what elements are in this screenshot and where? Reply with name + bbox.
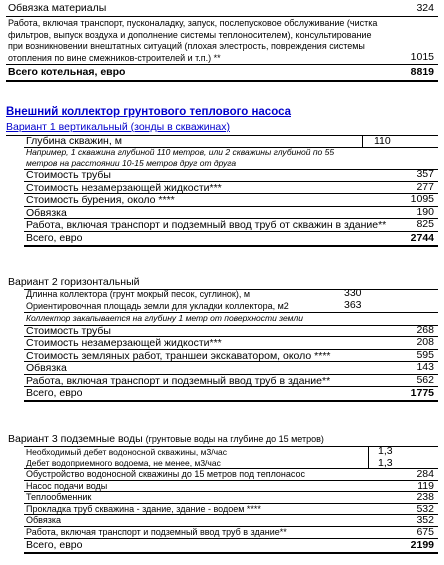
- v1-depth-label: Глубина скважин, м: [26, 135, 122, 147]
- cost-row-label: Стоимость трубы: [26, 325, 111, 337]
- cost-row-label: Работа, включая транспорт и подземный ввод труб от скважин в здание**: [26, 219, 387, 232]
- cost-row-value: 238: [416, 491, 434, 504]
- variant-total-value: 1775: [410, 387, 434, 399]
- cost-row-value: 675: [416, 526, 434, 538]
- divider: [24, 386, 438, 387]
- cost-row-value: 119: [417, 479, 434, 492]
- divider: [6, 64, 438, 65]
- v1-depth-value: 110: [374, 135, 391, 147]
- top-work-value: 1015: [410, 51, 434, 63]
- v3-debit-label: Необходимый дебет водоносной скважины, м3/час: [26, 447, 227, 457]
- column-divider: [362, 136, 363, 147]
- cost-row-value: 1095: [410, 193, 434, 206]
- cost-row-value: 284: [416, 468, 434, 480]
- section-title[interactable]: Внешний коллектор грунтового теплового насоса: [6, 106, 291, 118]
- cost-row-label: Стоимость бурения, около ****: [26, 194, 175, 207]
- cost-row-label: Работа, включая транспорт и подземный ввод труб в здание**: [26, 527, 287, 537]
- variant-total-label: Всего, евро: [26, 538, 83, 551]
- v2-length-value: 330: [344, 287, 362, 299]
- top-total-label: Всего котельная, евро: [8, 66, 126, 78]
- variant3-title-note: (грунтовые воды на глубине до 15 метров): [145, 434, 324, 444]
- divider: [24, 245, 438, 247]
- cost-row-label: Работа, включая транспорт и подземный ввод труб в здание**: [26, 374, 331, 387]
- top-row-value: 324: [416, 2, 434, 14]
- divider: [24, 206, 438, 207]
- cost-row-value: 268: [416, 324, 434, 336]
- variant-total-value: 2199: [410, 538, 434, 551]
- cost-row-value: 595: [416, 348, 434, 361]
- variant-total-value: 2744: [410, 232, 434, 244]
- variant1-title[interactable]: Вариант 1 вертикальный (зонды в скважинах): [6, 121, 230, 133]
- cost-row-value: 532: [416, 502, 434, 515]
- variant-total-label: Всего, евро: [26, 232, 83, 244]
- variant-total-label: Всего, евро: [26, 387, 83, 399]
- v2-area-value: 363: [344, 299, 362, 311]
- cost-row-label: Стоимость незамерзающей жидкости***: [26, 181, 222, 194]
- divider: [24, 538, 438, 539]
- cost-row-label: Стоимость незамерзающей жидкости***: [26, 337, 222, 350]
- cost-row-value: 357: [416, 168, 434, 180]
- v3-reservoir-value: 1,3: [378, 457, 393, 469]
- cost-row-value: 190: [416, 205, 434, 218]
- cost-row-label: Теплообменник: [26, 492, 92, 503]
- cost-row-label: Стоимость трубы: [26, 169, 111, 181]
- divider: [24, 361, 438, 362]
- cost-row-label: Обвязка: [26, 362, 67, 375]
- cost-row-label: Обвязка: [26, 515, 61, 526]
- divider: [24, 552, 438, 554]
- variant2-title: Вариант 2 горизонтальный: [8, 276, 140, 288]
- cost-row-value: 208: [416, 336, 434, 349]
- divider: [6, 80, 438, 82]
- top-work-label: Работа, включая транспорт, пусконаладку, запуск, послепусковое обслуживание (чистка фильтров, выпуск воздуха и дополнение системы теплоносителем), консультирование при возникновении внештатных ситуаций (плохая элестрость, повреждения системы отопления по вине смежников-строителей и т.п.) **: [8, 18, 378, 63]
- v2-length-label: Длинна коллектора (грунт мокрый песок, суглинок), м: [26, 289, 251, 299]
- variant3-title: [8, 433, 324, 445]
- cost-row-value: 143: [416, 361, 434, 374]
- variant3-title-main: Вариант 3 подземные воды: [8, 433, 143, 445]
- cost-row-label: Насос подачи воды: [26, 480, 108, 491]
- cost-row-label: Стоимость земляных работ, траншеи экскаватором, около ****: [26, 349, 331, 362]
- v2-note: Коллектор закапывается на глубину 1 метр от поверхности земли: [26, 313, 304, 323]
- divider: [6, 16, 438, 17]
- v1-note: Например, 1 скважина глубиной 110 метров, или 2 скважины глубиной по 55 метров на расстоянии 10-15 метров друг от друга: [26, 147, 335, 168]
- divider: [24, 514, 438, 515]
- top-total-value: 8819: [410, 66, 434, 78]
- cost-row-value: 277: [416, 180, 434, 193]
- cost-row-value: 825: [416, 218, 434, 231]
- cost-row-value: 562: [416, 373, 434, 386]
- cost-row-label: Обустройство водоносной скважины до 15 метров под теплонасос: [26, 469, 306, 479]
- cost-row-label: Обвязка: [26, 206, 67, 219]
- v2-area-label: Ориентировочная площадь земли для укладки коллектора, м2: [26, 301, 289, 311]
- v3-debit-value: 1,3: [378, 445, 393, 457]
- v3-reservoir-label: Дебет водоприемного водоема, не менее, м3/час: [26, 458, 221, 468]
- cost-row-label: Прокладка труб скважина - здание, здание - водоем ****: [26, 503, 261, 514]
- column-divider: [368, 446, 369, 468]
- top-row-label: Обвязка материалы: [8, 2, 107, 14]
- divider: [24, 231, 438, 232]
- divider: [24, 400, 438, 402]
- cost-row-value: 352: [416, 514, 434, 527]
